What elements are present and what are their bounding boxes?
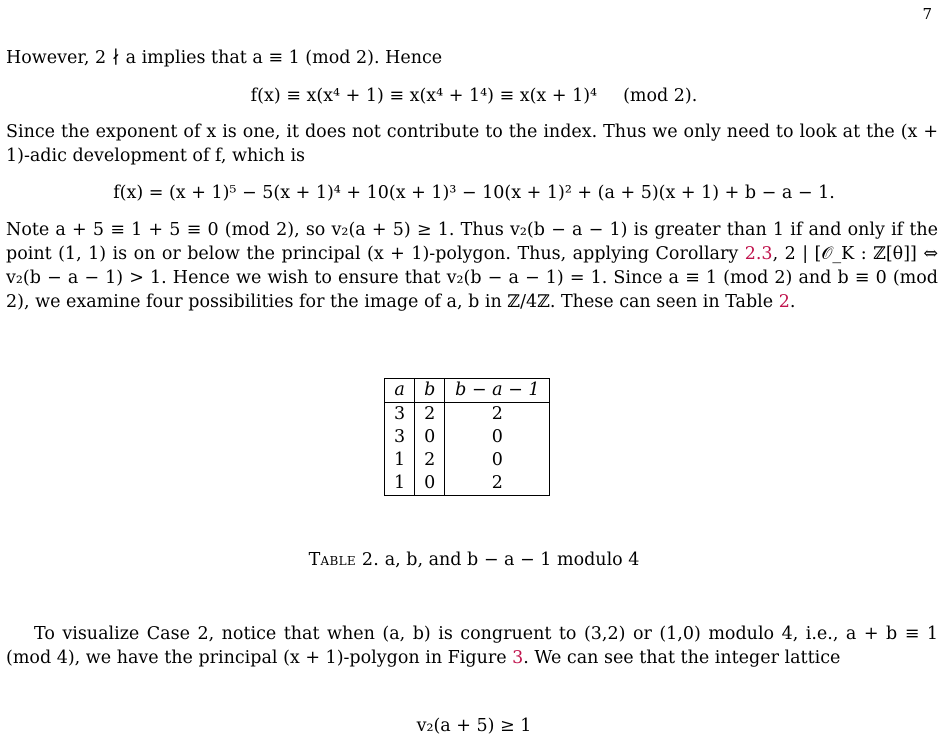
paragraph-4 [6, 622, 938, 670]
table-cell: 0 [445, 449, 550, 472]
table-caption-label: Table 2. [308, 550, 380, 570]
equation-1 [0, 84, 948, 108]
corollary-reference-link[interactable]: 2.3 [744, 244, 773, 264]
paragraph-2: Since the exponent of x is one, it does not contribute to the index. Thus we only need to look at the (x + 1)-adic development of f, which is [6, 122, 938, 166]
table-cell: 0 [415, 472, 445, 496]
paragraph-3-text-b: , 2 | [𝒪_K : ℤ[θ]] ⇔ v₂(b − a − 1) > 1. Hence we wish to ensure that v₂(b − a − 1) = 1. Since a ≡ 1 (mod 2) and b ≡ 0 (mod 2), we examine four possibilities for the image of a, b in ℤ/4ℤ. These can seen in Table [6, 244, 938, 312]
table-row [385, 426, 550, 449]
equation-1-expr: f(x) ≡ x(x⁴ + 1) ≡ x(x⁴ + 1⁴) ≡ x(x + 1)⁴ [250, 86, 598, 106]
table-cell: 1 [385, 449, 415, 472]
table-cell: 2 [445, 472, 550, 496]
paragraph-3-text-a: Note a + 5 ≡ 1 + 5 ≡ 0 (mod 2), so v₂(a + 5) ≥ 1. Thus v₂(b − a − 1) is greater than 1 if and only if the point (1, 1) is on or below the principal (x + 1)-polygon. Thus, applying Corollary [6, 220, 938, 264]
modulo-table [384, 378, 550, 496]
table-cell: 2 [445, 403, 550, 427]
table-cell: 3 [385, 403, 415, 427]
table-header-a: a [385, 379, 415, 403]
table-header-expression: b − a − 1 [445, 379, 550, 403]
table-cell: 0 [445, 426, 550, 449]
table-row [385, 449, 550, 472]
paragraph-4-text-a: To visualize Case 2, notice that when (a, b) is congruent to (3,2) or (1,0) modulo 4, i.e., a + b ≡ 1 (mod 4), we have the principal (x + 1)-polygon in Figure [6, 624, 938, 668]
table-cell: 2 [415, 449, 445, 472]
table-cell: 0 [415, 426, 445, 449]
paragraph-4-text-b: . We can see that the integer lattice [523, 648, 841, 668]
page-number: 7 [922, 5, 932, 23]
equation-1-tag: (mod 2). [623, 86, 698, 106]
table-reference-link[interactable]: 2 [778, 292, 790, 312]
table-header-b: b [415, 379, 445, 403]
partial-equation-line: v₂(a + 5) ≥ 1 [416, 716, 532, 736]
paragraph-3 [6, 218, 938, 314]
table-caption [0, 548, 948, 572]
table-row [385, 403, 550, 427]
table-cell: 3 [385, 426, 415, 449]
table-cell: 1 [385, 472, 415, 496]
paragraph-3-text-c: . [789, 292, 796, 312]
table-cell: 2 [415, 403, 445, 427]
figure-reference-link[interactable]: 3 [512, 648, 524, 668]
table-row [385, 472, 550, 496]
paragraph-1: However, 2 ∤ a implies that a ≡ 1 (mod 2). Hence [6, 48, 443, 68]
equation-2: f(x) = (x + 1)⁵ − 5(x + 1)⁴ + 10(x + 1)³ − 10(x + 1)² + (a + 5)(x + 1) + b − a − 1. [113, 183, 835, 203]
table-caption-text: a, b, and b − a − 1 modulo 4 [384, 550, 640, 570]
table-header-row [385, 379, 550, 403]
